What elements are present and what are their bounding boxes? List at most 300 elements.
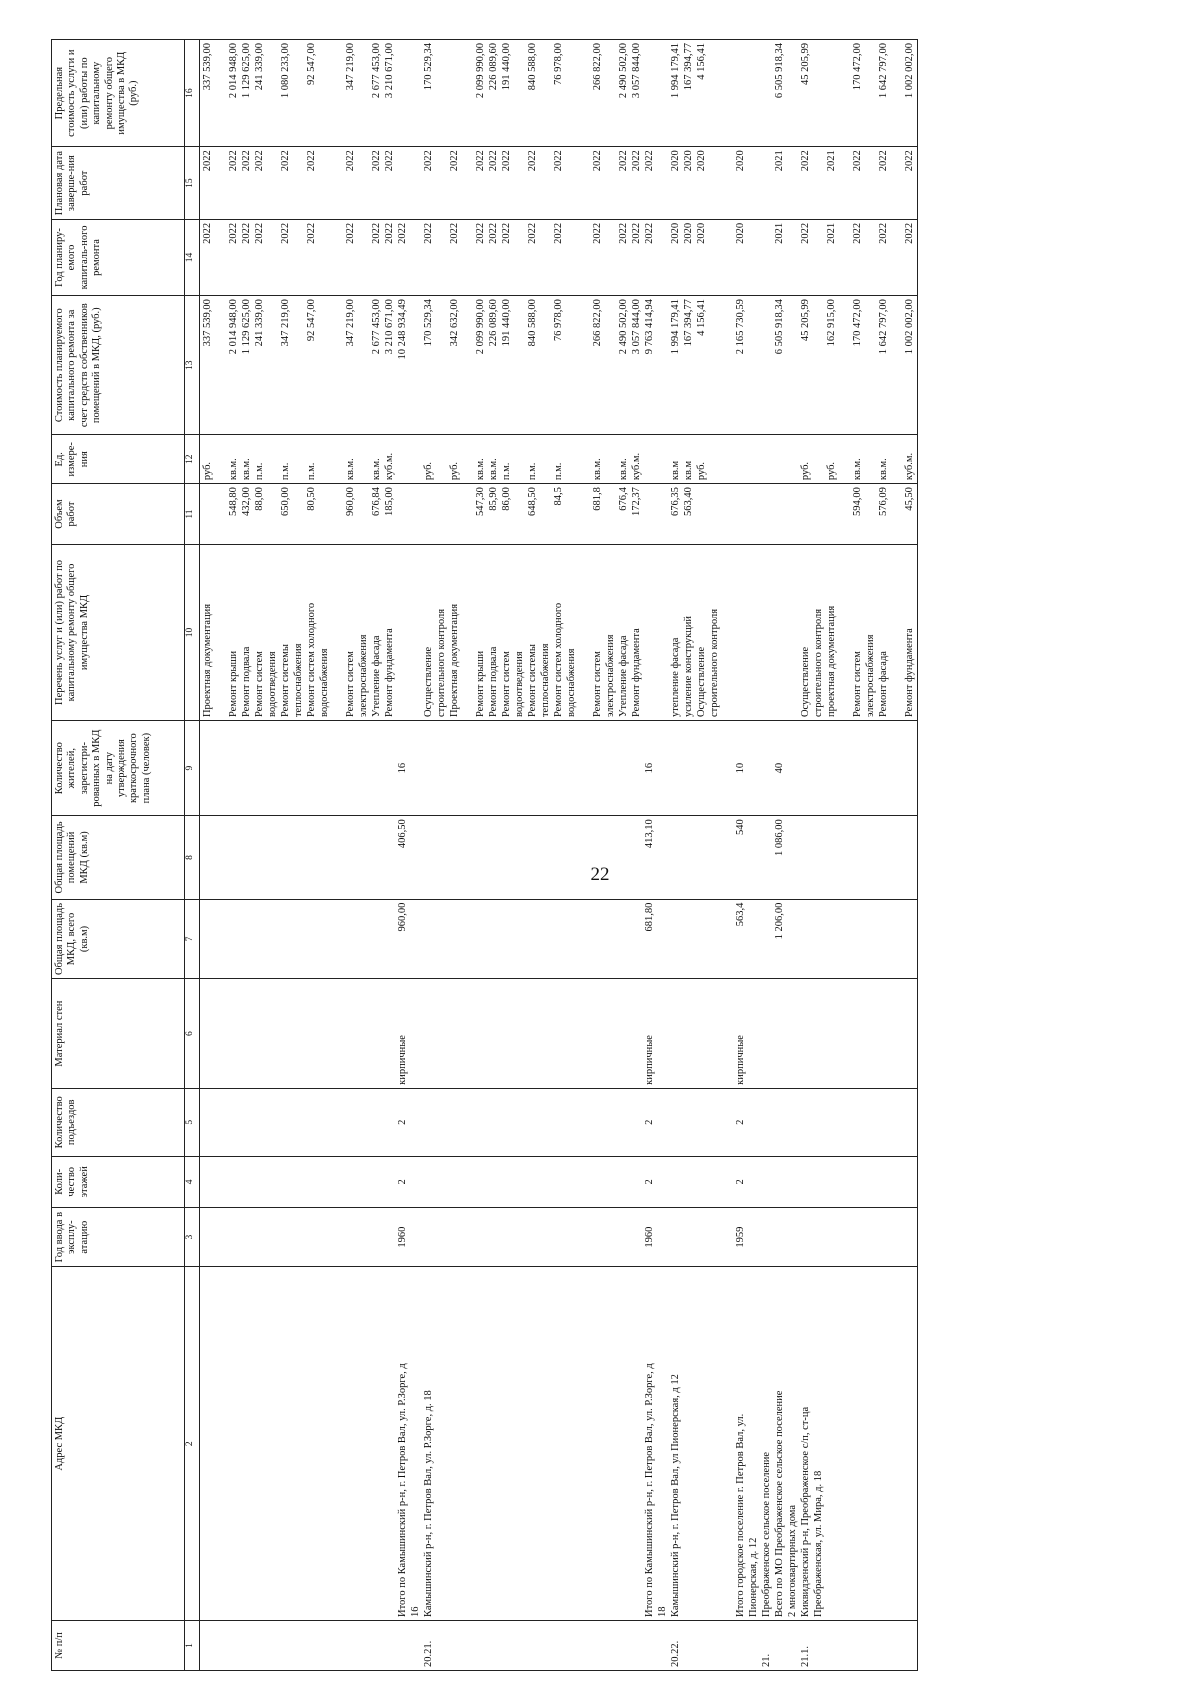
table-cell (644, 40, 657, 147)
table-cell (839, 899, 852, 979)
table-cell (774, 1088, 787, 1156)
table-cell (748, 40, 761, 147)
table-cell: 2 (735, 1088, 748, 1156)
table-cell (332, 899, 345, 979)
table-cell: 2 165 730,59 (735, 296, 748, 435)
table-cell (787, 147, 800, 220)
table-cell (345, 1088, 358, 1156)
table-cell: п.м. (501, 435, 514, 484)
table-cell (293, 484, 306, 545)
table-cell (475, 899, 488, 979)
table-cell (514, 147, 527, 220)
table-cell (410, 1207, 423, 1267)
table-cell (358, 147, 371, 220)
table-cell: 563,4 (735, 899, 748, 979)
table-cell: 2022 (644, 147, 657, 220)
table-cell (527, 816, 540, 899)
table-cell (267, 816, 280, 899)
table-cell: 2022 (397, 219, 410, 295)
table-cell (878, 721, 891, 816)
table-cell: 2021 (774, 147, 787, 220)
table-row (813, 40, 826, 1671)
table-cell (891, 1207, 904, 1267)
table-cell (358, 1267, 371, 1621)
table-cell: теплоснабжения (540, 544, 553, 720)
table-cell: 676,35 (670, 484, 683, 545)
table-cell: Ремонт системы (280, 544, 293, 720)
column-header: Количество жителей, зарегистри-рованных в МКД на дату утверждения краткосрочного плана (человек) (52, 721, 185, 816)
table-cell (215, 219, 228, 295)
table-cell (449, 1267, 462, 1621)
table-cell (423, 1156, 436, 1207)
table-cell (254, 899, 267, 979)
table-cell: 2020 (670, 147, 683, 220)
table-cell (670, 1088, 683, 1156)
table-cell (267, 219, 280, 295)
table-cell (488, 721, 501, 816)
table-cell (748, 147, 761, 220)
table-cell: 167 394,77 (683, 40, 696, 147)
table-cell (462, 979, 475, 1089)
table-cell (384, 721, 397, 816)
table-row (371, 40, 384, 1671)
table-cell: 2022 (527, 147, 540, 220)
table-cell (852, 816, 865, 899)
column-number-row (185, 40, 200, 1671)
table-cell (618, 899, 631, 979)
table-cell (423, 1207, 436, 1267)
table-cell (436, 40, 449, 147)
table-cell (748, 979, 761, 1089)
table-cell (475, 979, 488, 1089)
table-cell (423, 484, 436, 545)
table-cell (722, 1267, 735, 1621)
table-cell: электроснабжения (605, 544, 618, 720)
table-cell: 2021 (774, 219, 787, 295)
table-cell (670, 1207, 683, 1267)
column-number: 5 (185, 1088, 200, 1156)
table-cell: 2022 (878, 219, 891, 295)
table-cell: утепление фасада (670, 544, 683, 720)
page-number: 22 (590, 864, 610, 885)
table-cell: Ремонт системы (527, 544, 540, 720)
table-cell: 1 080 233,00 (280, 40, 293, 147)
table-row (280, 40, 293, 1671)
table-cell: 40 (774, 721, 787, 816)
table-cell (605, 1207, 618, 1267)
table-cell: водоотведения (514, 544, 527, 720)
table-cell (709, 1267, 722, 1621)
table-cell (527, 1088, 540, 1156)
table-cell: 2022 (228, 219, 241, 295)
table-cell (215, 40, 228, 147)
table-cell: Ремонт систем холодного (553, 544, 566, 720)
column-header: № п/п (52, 1621, 185, 1671)
table-cell (501, 1267, 514, 1621)
table-cell: 2 (644, 1156, 657, 1207)
table-cell: 2 (644, 1088, 657, 1156)
table-cell (631, 721, 644, 816)
table-cell (891, 1621, 904, 1671)
table-cell (293, 147, 306, 220)
table-cell (761, 1156, 774, 1207)
table-row (527, 40, 540, 1671)
table-cell (696, 1156, 709, 1207)
table-cell (449, 1207, 462, 1267)
table-cell (371, 899, 384, 979)
table-cell (605, 1267, 618, 1621)
table-cell (813, 899, 826, 979)
table-cell (267, 721, 280, 816)
table-cell (566, 979, 579, 1089)
table-cell: 2022 (631, 219, 644, 295)
table-cell (371, 1621, 384, 1671)
table-cell (332, 1088, 345, 1156)
table-cell (709, 296, 722, 435)
table-cell (293, 1621, 306, 1671)
table-cell (462, 1088, 475, 1156)
table-cell (293, 435, 306, 484)
table-cell (449, 816, 462, 899)
table-cell (579, 296, 592, 435)
table-row (254, 40, 267, 1671)
table-cell: 681,8 (592, 484, 605, 545)
table-row (228, 40, 241, 1671)
table-cell (878, 1088, 891, 1156)
table-cell: 1 086,00 (774, 816, 787, 899)
table-cell (371, 1156, 384, 1207)
table-cell: 432,00 (241, 484, 254, 545)
column-number: 7 (185, 899, 200, 979)
table-cell: 413,10 (644, 816, 657, 899)
table-cell: 170 472,00 (852, 40, 865, 147)
table-cell (267, 1156, 280, 1207)
table-cell (579, 899, 592, 979)
table-cell (267, 484, 280, 545)
table-cell (787, 484, 800, 545)
table-cell (592, 1088, 605, 1156)
table-cell (813, 219, 826, 295)
table-cell: 2022 (618, 219, 631, 295)
table-cell: кв.м. (371, 435, 384, 484)
table-cell (345, 1267, 358, 1621)
table-cell (839, 484, 852, 545)
table-cell (566, 296, 579, 435)
table-cell: 226 089,60 (488, 296, 501, 435)
table-cell (839, 1088, 852, 1156)
table-cell (566, 1207, 579, 1267)
table-cell: 2022 (449, 147, 462, 220)
table-cell (514, 979, 527, 1089)
table-cell (722, 147, 735, 220)
table-cell: 2022 (904, 219, 918, 295)
table-cell: 4 156,41 (696, 40, 709, 147)
table-cell: 1959 (735, 1207, 748, 1267)
table-cell (839, 816, 852, 899)
table-cell: 191 440,00 (501, 40, 514, 147)
table-cell (241, 1088, 254, 1156)
table-cell (683, 1621, 696, 1671)
table-cell (267, 296, 280, 435)
table-row (683, 40, 696, 1671)
table-cell (410, 544, 423, 720)
table-cell (787, 1088, 800, 1156)
table-cell: 2022 (852, 219, 865, 295)
table-cell (709, 219, 722, 295)
table-cell: 88,00 (254, 484, 267, 545)
table-cell (774, 435, 787, 484)
table-cell: 167 394,77 (683, 296, 696, 435)
table-cell: строительного контроля (813, 544, 826, 720)
table-cell (540, 899, 553, 979)
table-cell (800, 484, 813, 545)
table-cell: Преображенское сельское поселение (761, 1267, 774, 1621)
table-cell (787, 296, 800, 435)
table-cell (436, 721, 449, 816)
table-cell (748, 816, 761, 899)
table-cell: 2022 (306, 219, 319, 295)
table-cell (709, 1088, 722, 1156)
table-cell: 2 (735, 1156, 748, 1207)
table-cell (540, 1621, 553, 1671)
table-cell: 2022 (592, 219, 605, 295)
table-row (579, 40, 592, 1671)
table-cell (345, 816, 358, 899)
table-cell: 2 490 502,00 (618, 40, 631, 147)
table-cell (787, 1621, 800, 1671)
table-cell: 9 763 414,94 (644, 296, 657, 435)
table-cell (722, 721, 735, 816)
table-row (332, 40, 345, 1671)
table-cell (670, 899, 683, 979)
table-cell (865, 1621, 878, 1671)
table-cell (384, 1088, 397, 1156)
table-cell (618, 979, 631, 1089)
table-cell: 2 014 948,00 (228, 40, 241, 147)
table-cell: кирпичные (735, 979, 748, 1089)
table-cell (319, 435, 332, 484)
table-cell (891, 40, 904, 147)
table-cell (319, 899, 332, 979)
table-cell (254, 1156, 267, 1207)
table-cell (826, 816, 839, 899)
table-cell: 1 002 002,00 (904, 296, 918, 435)
table-cell (579, 1207, 592, 1267)
table-cell (722, 979, 735, 1089)
table-cell (800, 979, 813, 1089)
table-cell: 45 205,99 (800, 296, 813, 435)
table-cell (579, 544, 592, 720)
table-cell (904, 816, 918, 899)
table-cell (358, 1088, 371, 1156)
table-cell (605, 484, 618, 545)
table-cell (540, 1156, 553, 1207)
table-cell (644, 484, 657, 545)
table-cell (462, 816, 475, 899)
column-header: Перечень услуг и (или) работ по капитальному ремонту общего имущества МКД (52, 544, 185, 720)
table-cell (410, 484, 423, 545)
table-cell: строительного контроля (709, 544, 722, 720)
table-cell (254, 1207, 267, 1267)
table-cell (657, 1621, 670, 1671)
table-cell (293, 1156, 306, 1207)
table-cell: 2022 (527, 219, 540, 295)
table-cell (319, 1621, 332, 1671)
table-cell: Киквидзенский р-н, Преображенское с/п, ст-ца (800, 1267, 813, 1621)
table-cell (579, 1621, 592, 1671)
table-cell (891, 1156, 904, 1207)
table-cell (631, 1621, 644, 1671)
table-cell: Ремонт подвала (241, 544, 254, 720)
table-cell (410, 1156, 423, 1207)
table-cell (423, 899, 436, 979)
column-header: Предельная стоимость услуги и (или) работы по капитальному ремонту общего имущества в МКД (руб.) (52, 40, 185, 147)
table-cell (358, 721, 371, 816)
table-cell (592, 816, 605, 899)
table-cell: 2020 (735, 147, 748, 220)
table-cell: водоотведения (267, 544, 280, 720)
table-cell (670, 1156, 683, 1207)
table-cell (605, 1621, 618, 1671)
table-cell: 2022 (475, 147, 488, 220)
table-cell: 2022 (345, 219, 358, 295)
table-cell (553, 721, 566, 816)
table-cell (228, 1088, 241, 1156)
table-cell (371, 979, 384, 1089)
table-cell: 3 057 844,00 (631, 40, 644, 147)
table-cell (345, 1207, 358, 1267)
table-cell (358, 1621, 371, 1671)
table-cell: 266 822,00 (592, 296, 605, 435)
table-cell (306, 899, 319, 979)
table-cell (865, 296, 878, 435)
table-cell (592, 1207, 605, 1267)
table-cell (371, 816, 384, 899)
table-cell (514, 40, 527, 147)
table-cell (332, 1267, 345, 1621)
table-cell (384, 1621, 397, 1671)
table-cell (410, 816, 423, 899)
table-cell: 676,84 (371, 484, 384, 545)
table-cell (566, 816, 579, 899)
table-cell: 3 057 844,00 (631, 296, 644, 435)
table-cell (332, 979, 345, 1089)
table-cell (839, 219, 852, 295)
table-row (800, 40, 813, 1671)
table-cell (813, 979, 826, 1089)
table-cell (475, 1088, 488, 1156)
table-cell (241, 1621, 254, 1671)
table-cell (241, 979, 254, 1089)
table-cell (462, 219, 475, 295)
column-header: Ед. измере-ния (52, 435, 185, 484)
table-cell: 676,4 (618, 484, 631, 545)
table-cell (514, 1156, 527, 1207)
table-cell: 1 994 179,41 (670, 296, 683, 435)
table-cell: руб. (423, 435, 436, 484)
table-cell (319, 296, 332, 435)
table-cell (852, 721, 865, 816)
table-cell (306, 1621, 319, 1671)
table-cell: 840 588,00 (527, 296, 540, 435)
table-cell (332, 544, 345, 720)
table-cell (748, 1621, 761, 1671)
table-cell (787, 544, 800, 720)
table-cell (358, 40, 371, 147)
table-cell (436, 1267, 449, 1621)
table-cell (267, 979, 280, 1089)
table-cell (813, 484, 826, 545)
table-row (449, 40, 462, 1671)
table-cell (631, 899, 644, 979)
table-cell (267, 1621, 280, 1671)
table-cell (384, 1207, 397, 1267)
table-cell (449, 899, 462, 979)
table-cell (371, 1207, 384, 1267)
table-cell: руб. (696, 435, 709, 484)
table-cell (514, 1267, 527, 1621)
table-cell (839, 1156, 852, 1207)
table-cell (215, 544, 228, 720)
table-cell: Ремонт подвала (488, 544, 501, 720)
table-cell: кв.м. (228, 435, 241, 484)
table-cell (397, 484, 410, 545)
table-cell (540, 296, 553, 435)
table-cell (852, 1156, 865, 1207)
column-header: Адрес МКД (52, 1267, 185, 1621)
table-cell (852, 899, 865, 979)
table-cell (657, 721, 670, 816)
table-cell (371, 1267, 384, 1621)
table-cell: кв.м. (475, 435, 488, 484)
table-cell: Осуществление (800, 544, 813, 720)
table-cell (540, 40, 553, 147)
table-cell: 16 (644, 721, 657, 816)
table-cell: Ремонт фасада (878, 544, 891, 720)
table-cell: 2020 (696, 219, 709, 295)
table-cell (397, 40, 410, 147)
table-cell: Ремонт систем холодного (306, 544, 319, 720)
table-cell (293, 40, 306, 147)
table-cell (267, 435, 280, 484)
table-cell (501, 1156, 514, 1207)
table-cell: Итого городское поселение г. Петров Вал, ул. (735, 1267, 748, 1621)
table-cell (293, 1088, 306, 1156)
table-cell (410, 899, 423, 979)
table-cell (657, 1207, 670, 1267)
table-cell: 960,00 (345, 484, 358, 545)
table-cell: кв.м. (618, 435, 631, 484)
table-cell (735, 484, 748, 545)
table-cell (488, 1088, 501, 1156)
table-cell: 2022 (852, 147, 865, 220)
table-cell (319, 484, 332, 545)
table-cell (722, 1088, 735, 1156)
table-cell (826, 721, 839, 816)
rotated-table-container (51, 39, 1200, 1671)
table-cell: кв.м. (488, 435, 501, 484)
table-cell: Проектная документация (449, 544, 462, 720)
table-cell: 4 156,41 (696, 296, 709, 435)
table-cell (813, 1088, 826, 1156)
table-cell: 21.1. (800, 1621, 813, 1671)
table-cell (527, 1621, 540, 1671)
table-cell: водоснабжения (319, 544, 332, 720)
table-body (200, 40, 918, 1671)
table-cell (501, 1621, 514, 1671)
table-cell: 20.22. (670, 1621, 683, 1671)
table-cell (878, 1267, 891, 1621)
